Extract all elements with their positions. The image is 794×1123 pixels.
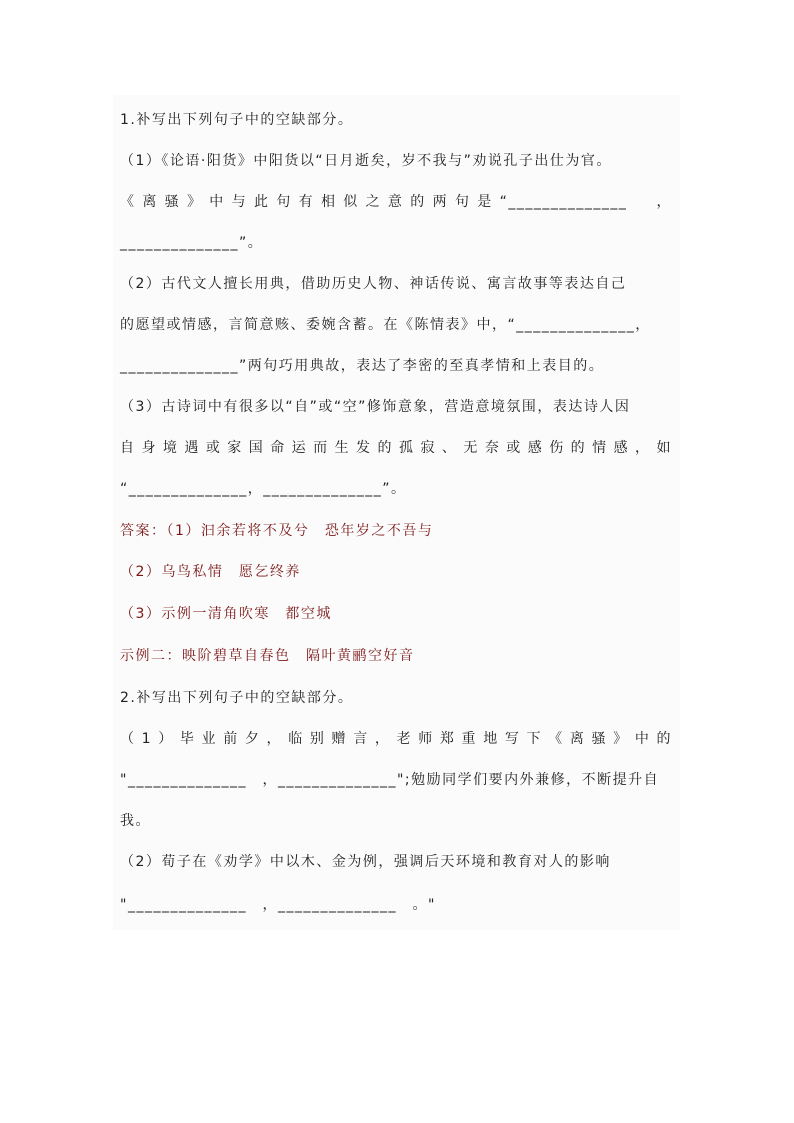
question-2-part-2-blank: "______________ ，______________ 。" <box>120 897 436 913</box>
answer-1: 答案：（1）汩余若将不及兮 恐年岁之不吾与 <box>120 523 434 539</box>
question-2-part-1-blank: "______________ ，______________";勉励同学们要内外兼修，不断提升自 <box>120 772 660 788</box>
question-2-heading: 2.补写出下列句子中的空缺部分。 <box>120 690 354 706</box>
question-1-part-2-blank: ______________”两句巧用典故，表达了李密的至真孝情和上表目的。 <box>120 358 605 374</box>
question-1-part-2: （2）古代文人擅长用典，借助历史人物、神话传说、寓言故事等表达自己 <box>120 276 627 292</box>
question-2-part-1-end: 我。 <box>120 813 151 829</box>
question-1-part-1-blank: ______________”。 <box>120 235 264 251</box>
question-1-part-3: （3）古诗词中有很多以“自”或“空”修饰意象，营造意境氛围，表达诗人因 <box>120 399 631 415</box>
question-2-part-1: （1）毕业前夕，临别赠言，老师郑重地写下《离骚》中的 <box>120 731 672 747</box>
question-1-part-3-blank: “______________，______________”。 <box>120 481 407 497</box>
question-1-heading: 1.补写出下列句子中的空缺部分。 <box>120 112 354 128</box>
question-2-part-2: （2）荀子在《劝学》中以木、金为例，强调后天环境和教育对人的影响 <box>120 854 611 870</box>
question-1-part-2-cont: 的愿望或情感，言简意赅、委婉含蓄。在《陈情表》中，“______________， <box>120 317 651 333</box>
question-1-part-1: （1）《论语·阳货》中阳货以“日月逝矣，岁不我与”劝说孔子出仕为官。 <box>120 153 612 169</box>
document-page <box>113 95 680 930</box>
answer-2: （2）乌鸟私情 愿乞终养 <box>120 564 301 580</box>
answer-3-example-2: 示例二：映阶碧草自春色 隔叶黄鹂空好音 <box>120 648 415 664</box>
answer-3-example-1: （3）示例一清角吹寒 都空城 <box>120 606 332 622</box>
question-1-part-3-cont: 自身境遇或家国命运而生发的孤寂、无奈或感伤的情感，如 <box>120 440 672 456</box>
question-1-part-1-cont: 《离骚》中与此句有相似之意的两句是“______________ ， <box>120 194 672 210</box>
